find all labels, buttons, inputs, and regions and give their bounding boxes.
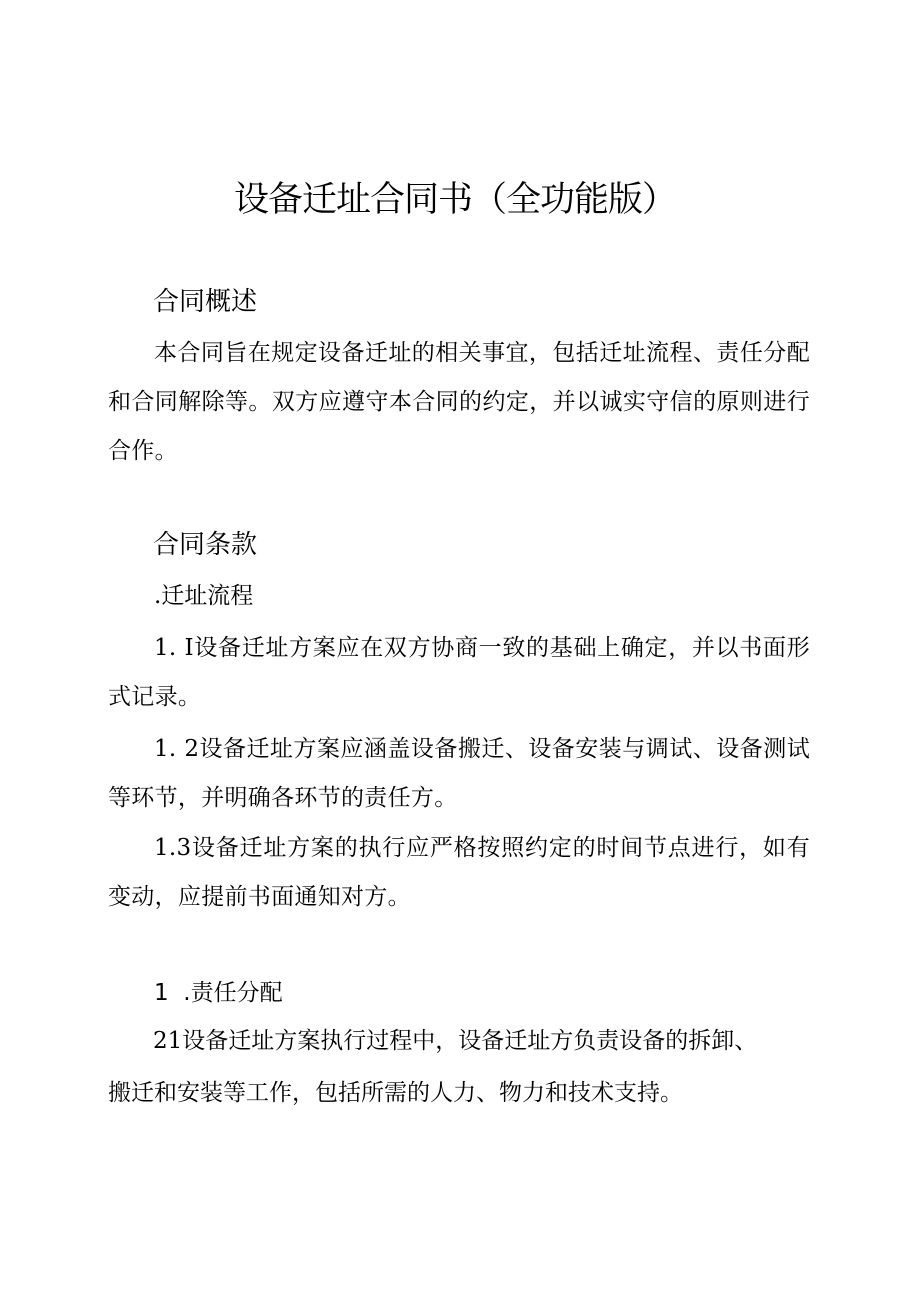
clause-2-1-line-2: 搬迁和安装等工作，包括所需的人力、物力和技术支持。	[108, 1080, 683, 1106]
section-heading-terms: 合同条款	[153, 530, 258, 560]
subsection-title-responsibility: 1 .责任分配	[154, 980, 283, 1006]
section-heading-overview: 合同概述	[153, 287, 258, 317]
overview-paragraph: 本合同旨在规定设备迁址的相关事宜，包括迁址流程、责任分配和合同解除等。双方应遵守本合同的约定，并以诚实守信的原则进行合作。	[108, 340, 810, 464]
document-title: 设备迁址合同书（全功能版）	[233, 180, 676, 220]
clause-1-1: 1. I设备迁址方案应在双方协商一致的基础上确定，并以书面形式记录。	[108, 635, 810, 710]
clause-1-3: 1.3设备迁址方案的执行应严格按照约定的时间节点进行，如有变动，应提前书面通知对方。	[108, 835, 810, 910]
subsection-title-relocation-process: .迁址流程	[154, 583, 254, 609]
clause-2-1-line-1: 21设备迁址方案执行过程中，设备迁址方负责设备的拆卸、	[153, 1028, 758, 1054]
clause-1-2: 1. 2设备迁址方案应涵盖设备搬迁、设备安装与调试、设备测试等环节，并明确各环节的责任方。	[108, 736, 810, 811]
